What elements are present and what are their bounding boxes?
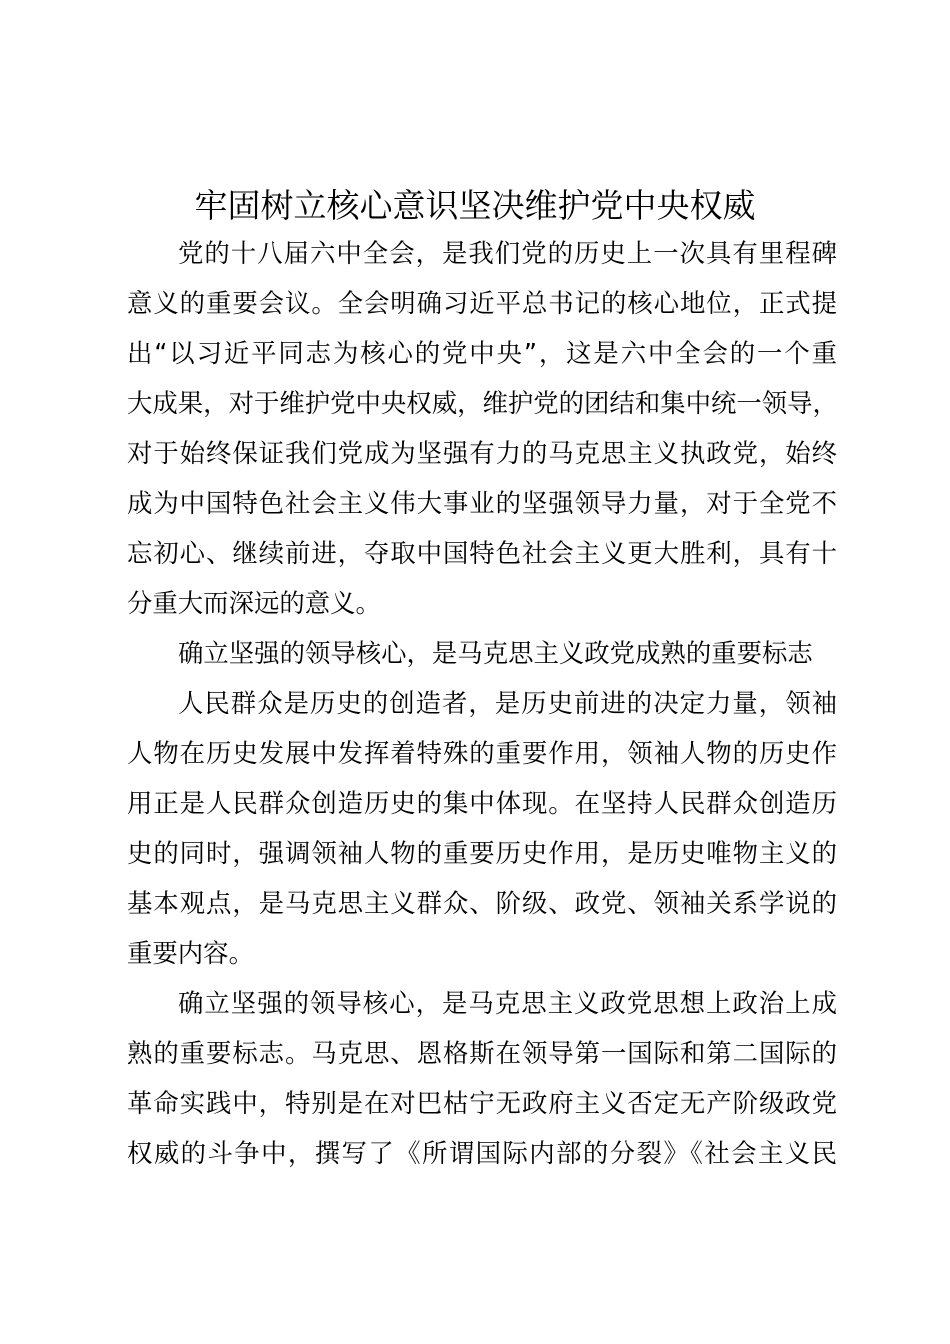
text-line: 对于始终保证我们党成为坚强有力的马克思主义执政党，始终	[127, 438, 837, 468]
text-line: 确立坚强的领导核心，是马克思主义政党思想上政治上成	[178, 988, 837, 1018]
text-line: 忘初心、继续前进，夺取中国特色社会主义更大胜利，具有十	[127, 538, 837, 568]
text-line: 人民群众是历史的创造者，是历史前进的决定力量，领袖	[178, 688, 837, 718]
text-line: 大成果，对于维护党中央权威，维护党的团结和集中统一领导，	[127, 388, 838, 418]
text-line: 基本观点，是马克思主义群众、阶级、政党、领袖关系学说的	[127, 888, 837, 918]
text-line: 权威的斗争中，撰写了《所谓国际内部的分裂》《社会主义民	[127, 1138, 837, 1168]
text-line: 用正是人民群众创造历史的集中体现。在坚持人民群众创造历	[127, 788, 837, 818]
text-line: 史的同时，强调领袖人物的重要历史作用，是历史唯物主义的	[127, 838, 837, 868]
text-line: 党的十八届六中全会，是我们党的历史上一次具有里程碑	[178, 238, 837, 268]
text-line: 分重大而深远的意义。	[127, 588, 381, 618]
text-line: 出“以习近平同志为核心的党中央”，这是六中全会的一个重	[127, 338, 837, 368]
section-heading: 确立坚强的领导核心，是马克思主义政党成熟的重要标志	[178, 638, 813, 668]
text-line: 重要内容。	[127, 938, 254, 968]
text-line: 人物在历史发展中发挥着特殊的重要作用，领袖人物的历史作	[127, 738, 837, 768]
text-line: 成为中国特色社会主义伟大事业的坚强领导力量，对于全党不	[127, 488, 837, 518]
document-title: 牢固树立核心意识坚决维护党中央权威	[194, 186, 756, 225]
text-line: 意义的重要会议。全会明确习近平总书记的核心地位，正式提	[127, 288, 837, 318]
text-line: 革命实践中，特别是在对巴枯宁无政府主义否定无产阶级政党	[127, 1088, 837, 1118]
text-line: 熟的重要标志。马克思、恩格斯在领导第一国际和第二国际的	[127, 1038, 837, 1068]
